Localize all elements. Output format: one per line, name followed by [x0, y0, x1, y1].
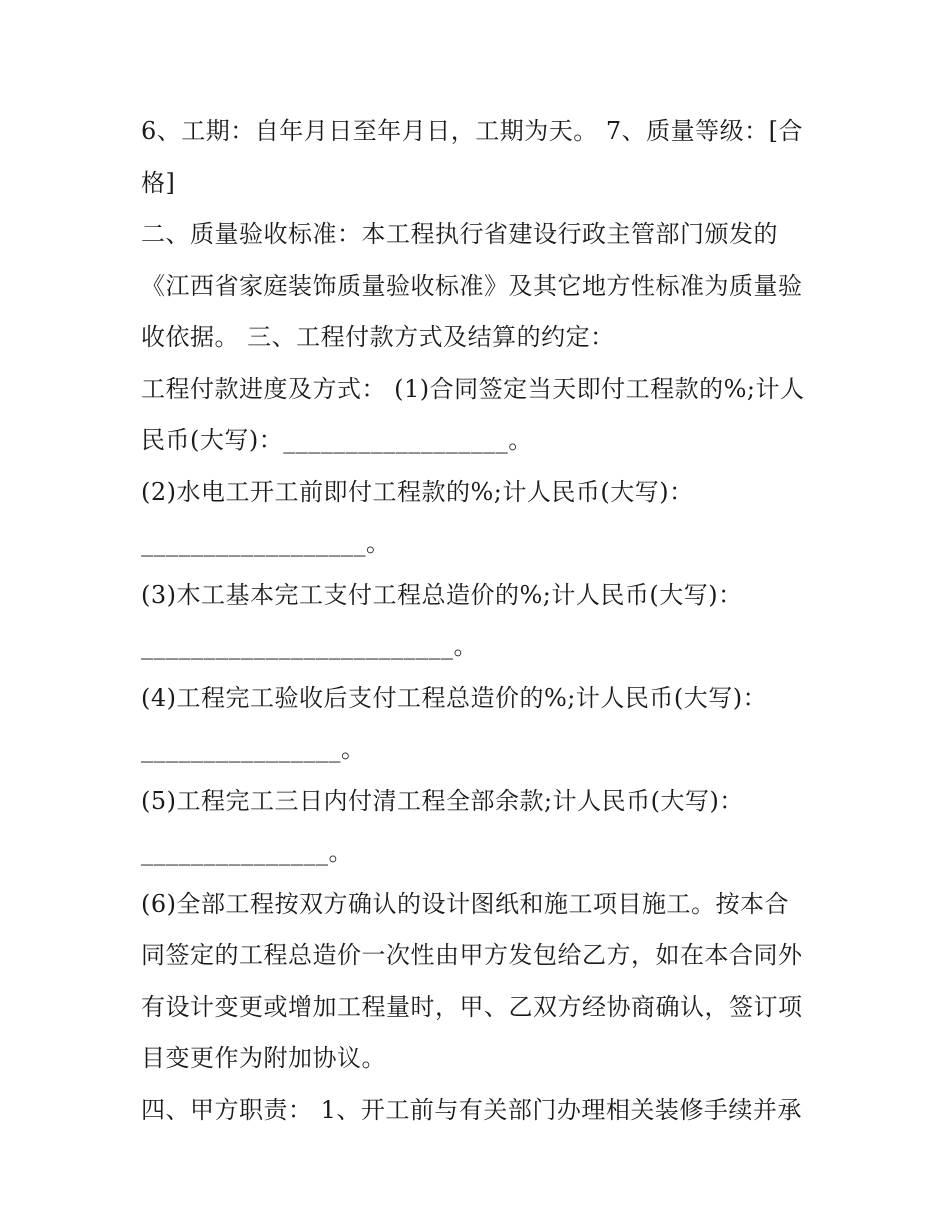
text-line: (6)全部工程按双方确认的设计图纸和施工项目施工。按本合: [141, 889, 789, 918]
text-line: (2)水电工开工前即付工程款的%;计人民币(大写)：: [141, 477, 694, 506]
text-line: 目变更作为附加协议。: [141, 1044, 386, 1072]
text-line: 二、质量验收标准：本工程执行省建设行政主管部门颁发的: [141, 220, 778, 248]
text-line: 同签定的工程总造价一次性由甲方发包给乙方，如在本合同外: [141, 941, 803, 969]
text-line: 四、甲方职责： 1、开工前与有关部门办理相关装修手续并承: [141, 1095, 802, 1124]
text-line: __________________。: [141, 529, 391, 557]
text-line: _________________________。: [141, 632, 478, 660]
text-line: 有设计变更或增加工程量时，甲、乙双方经协商确认，签订项: [141, 992, 803, 1021]
text-line: (4)工程完工验收后支付工程总造价的%;计人民币(大写)：: [141, 683, 768, 712]
text-line: (5)工程完工三日内付清工程全部余款;计人民币(大写)：: [141, 786, 744, 815]
text-line: 格]: [141, 168, 176, 197]
text-line: 收依据。 三、工程付款方式及结算的约定：: [141, 323, 615, 351]
text-line: ________________。: [141, 735, 366, 763]
document-page: [141, 110, 821, 1140]
text-line: _______________。: [141, 838, 353, 866]
text-line: 民币(大写)：__________________。: [141, 426, 533, 454]
text-line: 工程付款进度及方式： (1)合同签定当天即付工程款的%;计人: [141, 374, 805, 403]
text-line: 6、工期：自年月日至年月日，工期为天。 7、质量等级：[合: [141, 117, 804, 145]
text-line: (3)木工基本完工支付工程总造价的%;计人民币(大写)：: [141, 580, 743, 609]
text-line: 《江西省家庭装饰质量验收标准》及其它地方性标准为质量验: [141, 271, 803, 300]
